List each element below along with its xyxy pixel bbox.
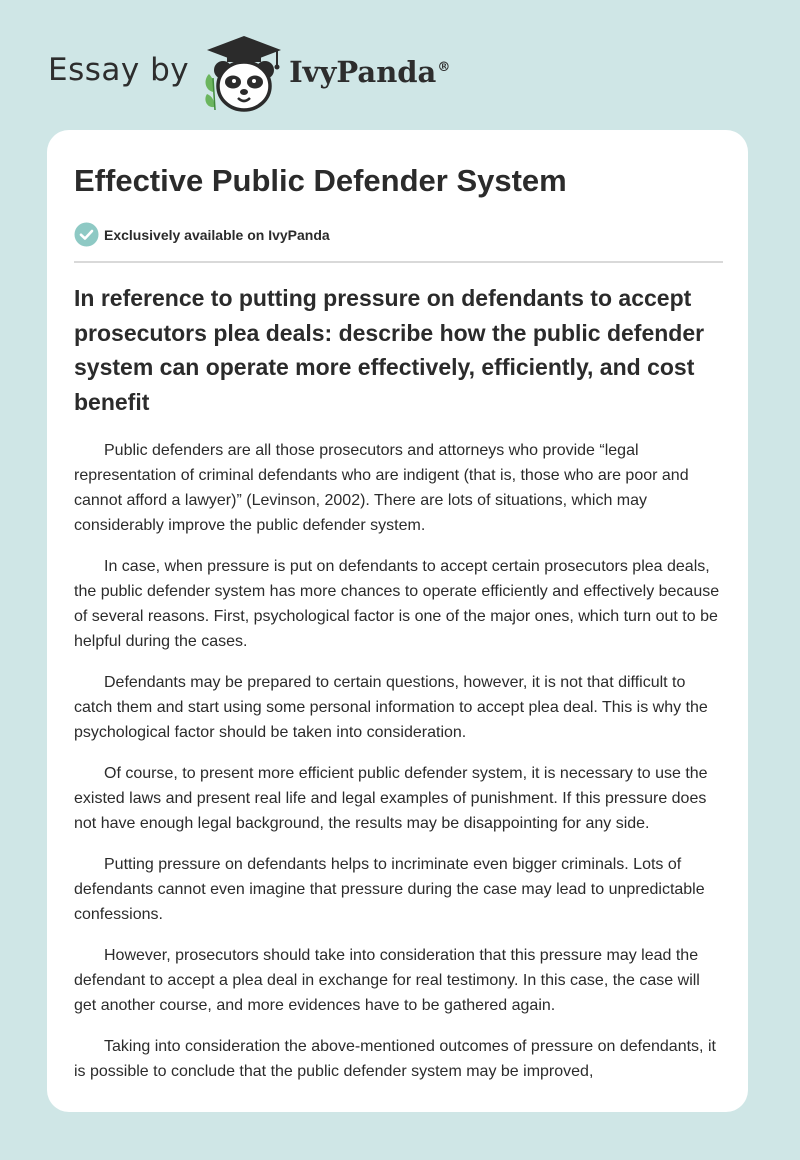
essay-card xyxy=(47,130,748,1112)
paragraph: Defendants may be prepared to certain questions, however, it is not that difficult to catch them and start using some personal information to accept plea deal. This is why the psychological factor should be taken into consideration. xyxy=(74,674,708,741)
brand-name-text: IvyPanda xyxy=(289,55,437,89)
paragraph: In case, when pressure is put on defendants to accept certain prosecutors plea deals, the public defender system has more chances to operate efficiently and effectively because of several reasons. First, psychological factor is one of the major ones, which turn out to be helpful during the cases. xyxy=(74,558,720,650)
essay-question: In reference to putting pressure on defendants to accept prosecutors plea deals: describe how the public defender system can operate more effectively, efficiently, and cost benefit xyxy=(74,285,705,415)
divider xyxy=(74,261,723,263)
paragraph: Putting pressure on defendants helps to incriminate even bigger criminals. Lots of defendants cannot even imagine that pressure during the case may lead to unpredictable confessions. xyxy=(74,856,705,923)
site-logo-header[interactable] xyxy=(48,34,450,114)
essay-by-label: Essay by xyxy=(48,52,190,88)
paragraph: However, prosecutors should take into consideration that this pressure may lead the defendant to accept a plea deal in exchange for real testimony. In this case, the case will get another course, and more evidences have to be gathered again. xyxy=(74,947,700,1014)
essay-body xyxy=(74,438,723,1100)
panda-graduate-logo-icon xyxy=(201,34,287,114)
registered-mark: ® xyxy=(437,60,451,76)
exclusive-badge xyxy=(74,222,330,247)
badge-label: Exclusively available on IvyPanda xyxy=(104,226,330,243)
paragraph: Of course, to present more efficient public defender system, it is necessary to use the existed laws and present real life and legal examples of punishment. If this pressure does not have enough legal background, the results may be disappointing for any side. xyxy=(74,765,708,832)
page-title: Effective Public Defender System xyxy=(74,163,567,198)
check-circle-icon xyxy=(74,222,99,247)
paragraph: Taking into consideration the above-mentioned outcomes of pressure on defendants, it is possible to conclude that the public defender system may be improved, xyxy=(74,1038,716,1080)
paragraph: Public defenders are all those prosecutors and attorneys who provide “legal representation of criminal defendants who are indigent (that is, those who are poor and cannot afford a lawyer)” (Levinson, 2002). There are lots of situations, which may considerably improve the public defender system. xyxy=(74,442,689,534)
brand-name xyxy=(289,55,450,89)
